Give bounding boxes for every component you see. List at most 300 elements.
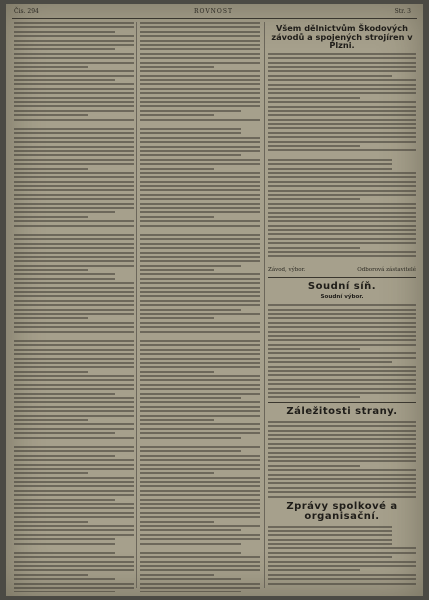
text-line (268, 357, 416, 359)
text-line (268, 172, 416, 174)
text-line (14, 340, 134, 342)
text-line (140, 185, 260, 187)
text-line (140, 247, 260, 249)
text-line (140, 141, 260, 143)
page-header (6, 4, 423, 18)
text-line (268, 578, 416, 580)
text-line (268, 526, 392, 528)
text-line (14, 344, 134, 346)
text-line (268, 335, 416, 337)
text-line (268, 565, 416, 567)
text-line (268, 396, 360, 398)
text-line (268, 552, 416, 554)
text-line (14, 538, 115, 540)
text-line (140, 490, 260, 492)
text-line (140, 543, 241, 545)
text-line (268, 145, 360, 147)
text-line (268, 425, 416, 427)
section-title-court: Soudní síň. (307, 280, 377, 292)
text-line (14, 154, 134, 156)
text-line (268, 421, 416, 423)
text-line (14, 256, 134, 258)
text-line (140, 70, 260, 72)
text-line (14, 295, 134, 297)
text-line (268, 238, 416, 240)
text-line (268, 460, 416, 462)
text-line (14, 565, 134, 567)
text-line (268, 251, 416, 253)
text-line (14, 185, 134, 187)
article-signoff (268, 267, 416, 273)
text-line (14, 252, 134, 254)
text-line (140, 114, 214, 116)
text-line (140, 366, 260, 368)
article-column-2 (140, 22, 260, 592)
text-line (14, 194, 134, 196)
text-line (14, 512, 134, 514)
text-line (140, 163, 260, 165)
text-line (14, 375, 134, 377)
text-line (140, 485, 260, 487)
text-line (14, 507, 134, 509)
text-line (268, 114, 416, 116)
text-line (14, 450, 134, 452)
text-line (140, 529, 241, 531)
signoff-right: Odborová zástavitelé (357, 266, 416, 273)
section-title-unions: Zprávy spolkové a organisační. (286, 500, 398, 522)
text-line (14, 353, 134, 355)
text-line (14, 141, 134, 143)
text-line (14, 265, 134, 267)
text-line (140, 234, 260, 236)
article-column-3 (268, 22, 416, 592)
section-title-party: Záležitosti strany. (286, 406, 398, 418)
text-line (14, 313, 134, 315)
text-line (268, 66, 416, 68)
text-line (14, 260, 134, 262)
text-line (140, 48, 260, 50)
text-line (140, 278, 260, 280)
text-line (268, 556, 392, 558)
text-line (14, 247, 134, 249)
text-line (14, 556, 134, 558)
text-line (268, 530, 392, 532)
text-line (268, 361, 392, 363)
text-line (14, 472, 88, 474)
text-line (140, 569, 260, 571)
paragraph-gap (268, 260, 416, 265)
text-line (268, 75, 392, 77)
text-line (140, 53, 260, 55)
text-line (14, 70, 134, 72)
text-line (14, 419, 88, 421)
text-line (14, 238, 134, 240)
text-line (14, 88, 134, 90)
text-line (14, 388, 134, 390)
text-line (268, 79, 416, 81)
text-line (140, 101, 260, 103)
text-line (268, 313, 416, 315)
text-line (140, 220, 260, 222)
text-line (14, 591, 115, 592)
text-line (140, 256, 260, 258)
text-line (14, 561, 134, 563)
text-line (140, 282, 260, 284)
text-line (268, 132, 416, 134)
text-line (268, 101, 416, 103)
text-line (140, 561, 260, 563)
text-line (140, 481, 260, 483)
text-line (268, 388, 416, 390)
text-line (14, 317, 88, 319)
text-line (14, 150, 134, 152)
text-line (140, 384, 260, 386)
text-line (14, 48, 115, 50)
text-line (14, 273, 115, 275)
text-line (140, 159, 260, 161)
text-line (140, 211, 260, 213)
text-line (268, 242, 416, 244)
text-line (268, 456, 416, 458)
text-line (140, 265, 241, 267)
text-line (14, 300, 134, 302)
text-line (268, 190, 416, 192)
text-line (14, 503, 134, 505)
text-line (268, 198, 360, 200)
text-line (268, 383, 416, 385)
text-line (14, 216, 88, 218)
text-line (140, 128, 241, 130)
text-line (14, 269, 88, 271)
text-line (268, 344, 416, 346)
text-line (268, 110, 416, 112)
text-line (14, 366, 134, 368)
text-line (14, 534, 134, 536)
text-line (14, 423, 134, 425)
text-line (14, 437, 134, 439)
text-line (14, 322, 134, 324)
text-line (140, 291, 260, 293)
text-line (140, 464, 260, 466)
text-line (268, 127, 416, 129)
text-line (140, 189, 260, 191)
text-line (140, 198, 260, 200)
text-line (268, 322, 416, 324)
text-line (140, 194, 260, 196)
text-line (140, 181, 260, 183)
text-line (14, 92, 134, 94)
text-line (14, 331, 134, 333)
text-line (268, 216, 416, 218)
text-line (140, 428, 260, 430)
text-line (14, 455, 115, 457)
text-line (14, 146, 134, 148)
text-line (14, 569, 134, 571)
text-line (140, 172, 260, 174)
text-line (14, 379, 134, 381)
text-line (14, 401, 134, 403)
text-line (140, 326, 260, 328)
text-line (14, 309, 134, 311)
text-line (268, 159, 392, 161)
text-line (140, 468, 260, 470)
text-line (140, 57, 260, 59)
text-line (14, 172, 134, 174)
article-body (268, 421, 416, 498)
text-line (14, 410, 134, 412)
text-line (268, 70, 416, 72)
text-line (140, 507, 260, 509)
text-line (140, 406, 260, 408)
text-line (14, 53, 134, 55)
text-line (268, 62, 416, 64)
text-line (14, 181, 134, 183)
text-line (14, 459, 134, 461)
text-line (268, 487, 416, 489)
text-line (14, 132, 134, 134)
text-line (14, 220, 134, 222)
text-line (268, 438, 416, 440)
text-line (268, 569, 360, 571)
text-line (140, 410, 260, 412)
text-line (140, 371, 214, 373)
text-line (14, 384, 134, 386)
text-line (268, 207, 416, 209)
text-line (268, 247, 360, 249)
text-line (14, 415, 134, 417)
text-line (268, 203, 416, 205)
text-line (14, 83, 134, 85)
text-line (14, 574, 88, 576)
text-line (140, 304, 260, 306)
text-line (14, 587, 134, 589)
text-line (140, 499, 260, 501)
text-line (14, 211, 115, 213)
text-line (140, 494, 260, 496)
text-line (140, 432, 260, 434)
text-line (140, 459, 260, 461)
text-line (140, 44, 260, 46)
text-line (14, 432, 115, 434)
masthead-title: ROVNOST (194, 8, 233, 15)
text-line (268, 123, 416, 125)
text-line (140, 168, 214, 170)
text-line (14, 101, 134, 103)
text-line (268, 212, 416, 214)
text-line (268, 547, 416, 549)
text-line (140, 534, 260, 536)
text-line (14, 35, 134, 37)
text-line (140, 516, 260, 518)
text-line (14, 304, 134, 306)
text-line (14, 31, 115, 33)
text-line (14, 75, 134, 77)
article-body (268, 526, 416, 585)
text-line (140, 340, 260, 342)
text-line (140, 362, 260, 364)
text-line (14, 203, 134, 205)
text-line (14, 494, 134, 496)
text-line (140, 353, 260, 355)
column-divider (264, 22, 265, 588)
text-line (140, 216, 214, 218)
text-line (268, 534, 392, 536)
text-line (268, 185, 416, 187)
text-line (14, 163, 134, 165)
text-line (268, 229, 416, 231)
text-line (140, 300, 260, 302)
text-line (268, 443, 416, 445)
text-line (14, 207, 134, 209)
text-line (268, 304, 416, 306)
text-line (268, 136, 416, 138)
text-line (14, 477, 134, 479)
text-line (14, 278, 115, 280)
text-line (140, 512, 260, 514)
text-line (140, 423, 260, 425)
text-line (140, 225, 260, 227)
text-line (268, 53, 416, 55)
text-line (140, 62, 260, 64)
article-body (268, 53, 416, 265)
text-line (14, 225, 134, 227)
text-line (140, 269, 214, 271)
text-line (14, 119, 134, 121)
text-line (14, 44, 134, 46)
text-line (140, 415, 260, 417)
text-line (268, 181, 416, 183)
text-line (140, 132, 241, 134)
text-line (140, 503, 260, 505)
text-line (140, 83, 260, 85)
text-line (140, 66, 214, 68)
text-line (140, 31, 260, 33)
text-line (140, 437, 241, 439)
text-line (140, 552, 241, 554)
text-line (268, 374, 416, 376)
main-headline: Všem dělnictvům Škodových závodů a spojených strojíren v Plzni. (271, 23, 413, 51)
text-line (268, 543, 392, 545)
text-line (140, 401, 260, 403)
text-line (268, 574, 416, 576)
text-line (14, 446, 134, 448)
text-line (140, 35, 260, 37)
page-number: Str. 3 (394, 8, 411, 15)
text-line (14, 66, 88, 68)
text-line (268, 348, 360, 350)
text-line (140, 565, 260, 567)
text-line (14, 529, 134, 531)
text-line (140, 110, 241, 112)
text-line (268, 119, 416, 121)
text-line (140, 260, 260, 262)
text-line (268, 255, 416, 257)
text-line (140, 97, 260, 99)
column-divider (136, 22, 137, 588)
text-line (268, 141, 416, 143)
text-line (268, 366, 416, 368)
text-line (14, 349, 134, 351)
text-line (140, 574, 214, 576)
text-line (140, 521, 214, 523)
text-line (140, 393, 260, 395)
text-line (140, 252, 260, 254)
text-line (268, 149, 416, 151)
text-line (14, 287, 134, 289)
text-line (14, 291, 134, 293)
text-line (14, 40, 134, 42)
text-line (140, 349, 260, 351)
text-line (140, 556, 260, 558)
text-line (140, 146, 260, 148)
section-rule (268, 402, 416, 403)
text-line (140, 92, 260, 94)
text-line (268, 491, 416, 493)
text-line (268, 352, 416, 354)
text-line (140, 119, 260, 121)
text-line (140, 26, 260, 28)
text-line (268, 379, 416, 381)
text-line (268, 469, 416, 471)
text-line (14, 189, 134, 191)
text-line (140, 207, 260, 209)
text-line (268, 561, 416, 563)
text-line (140, 450, 241, 452)
text-line (14, 521, 88, 523)
text-line (14, 62, 134, 64)
text-line (140, 75, 260, 77)
text-line (140, 477, 260, 479)
text-line (268, 92, 416, 94)
text-line (14, 499, 115, 501)
text-line (268, 220, 416, 222)
section-rule (268, 277, 416, 278)
text-line (14, 110, 134, 112)
text-line (268, 225, 416, 227)
text-line (268, 163, 392, 165)
text-line (14, 428, 134, 430)
text-line (140, 137, 260, 139)
text-line (140, 472, 214, 474)
text-line (14, 326, 134, 328)
text-line (140, 591, 241, 592)
text-line (14, 243, 134, 245)
text-line (268, 496, 416, 498)
text-line (140, 578, 241, 580)
text-line (140, 331, 260, 333)
text-line (14, 159, 134, 161)
text-line (268, 539, 392, 541)
text-line (140, 375, 260, 377)
text-line (140, 150, 260, 152)
text-line (268, 452, 416, 454)
text-line (14, 583, 134, 585)
text-line (14, 358, 134, 360)
text-line (268, 370, 416, 372)
text-line (140, 419, 214, 421)
text-line (14, 393, 115, 395)
text-line (140, 154, 241, 156)
issue-number: Čis. 294 (14, 8, 39, 15)
text-line (14, 79, 115, 81)
text-line (268, 583, 416, 585)
text-line (14, 198, 134, 200)
text-line (140, 79, 260, 81)
text-line (14, 464, 134, 466)
text-line (14, 397, 134, 399)
text-line (140, 358, 260, 360)
text-line (140, 105, 260, 107)
